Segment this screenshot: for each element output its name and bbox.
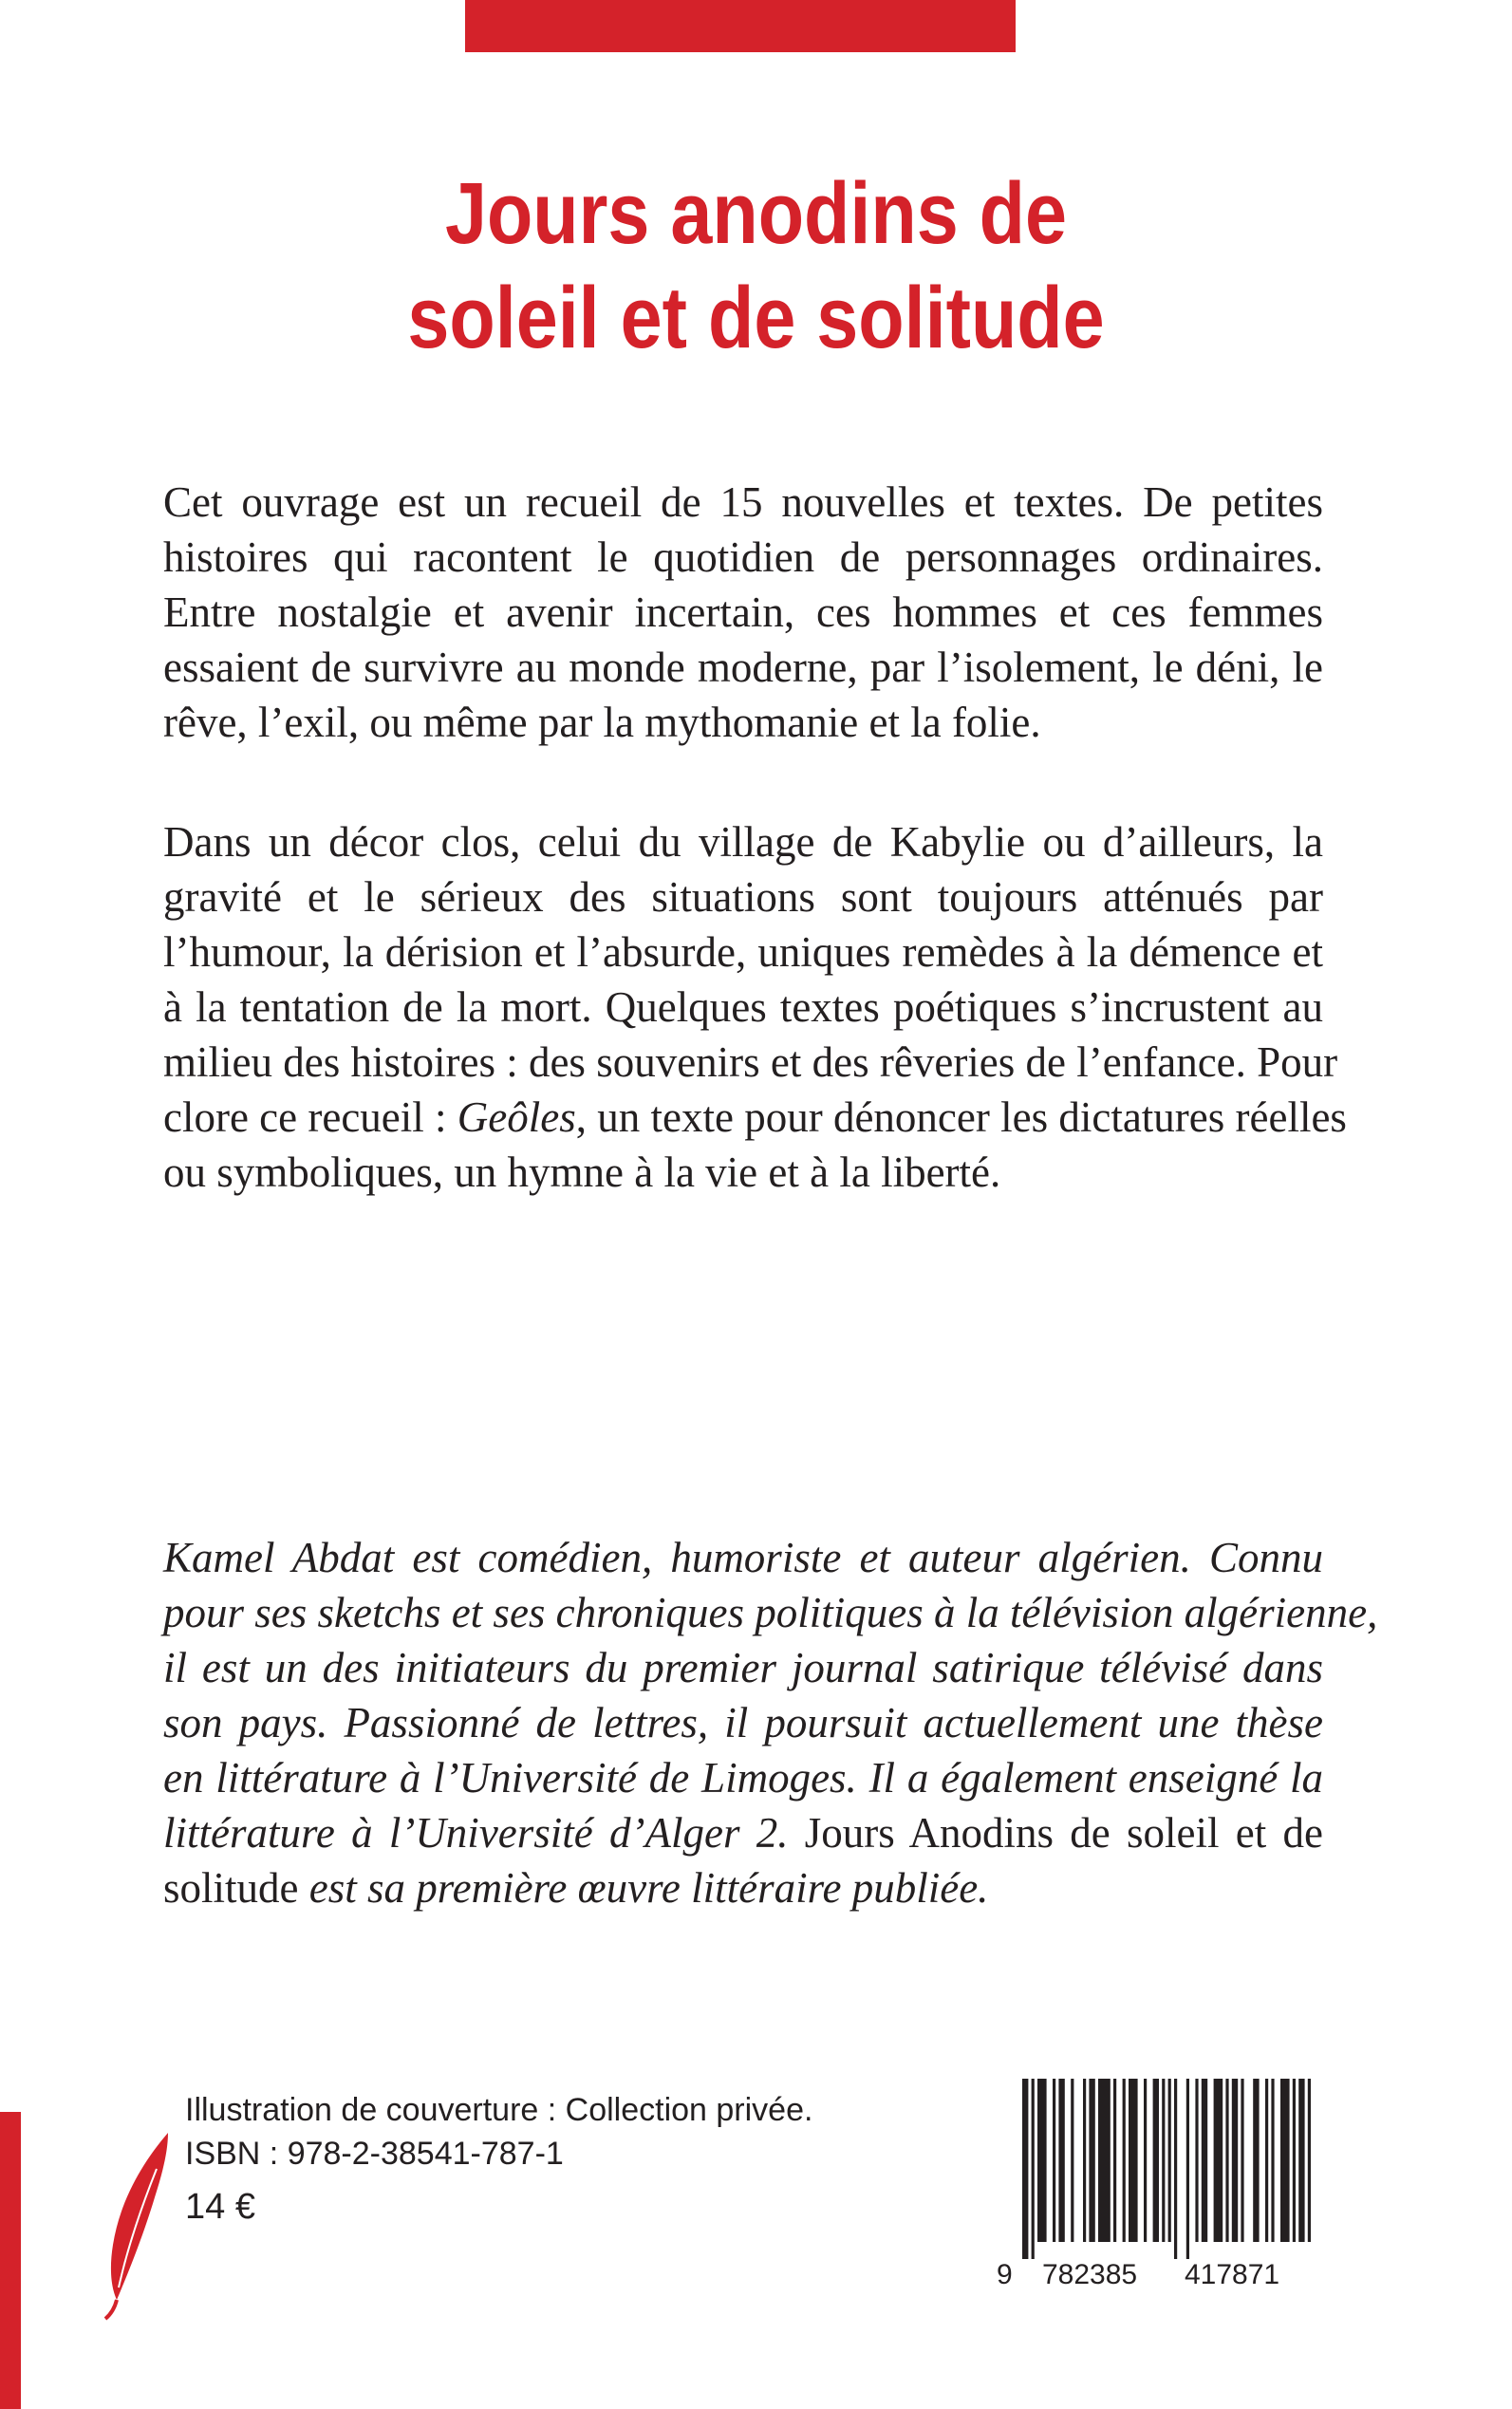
barcode-bar [1214,2079,1223,2242]
barcode-bar [1280,2079,1290,2242]
book-title-geoles: Geôles [457,1093,576,1141]
text-segment: est sa première œuvre littéraire publiée. [308,1864,989,1912]
summary-paragraph-1 [163,475,1323,750]
barcode-bar [1162,2079,1165,2242]
illustration-credit: Illustration de couverture : Collection privée. [185,2092,813,2128]
text-line: rêve, l’exil, ou même par la mythomanie et la folie. [163,699,1041,746]
barcode-bar [1123,2079,1126,2242]
text-line: pour ses sketchs et ses chroniques politiques à la télévision algérienne, [163,1589,1378,1636]
barcode-bar [1098,2079,1111,2242]
text-line: milieu des histoires : des souvenirs et des rêveries de l’enfance. Pour [163,1038,1338,1086]
barcode-bar [1253,2079,1259,2242]
text-line [163,1090,1347,1145]
barcode-bar [1129,2079,1138,2242]
text-line: Entre nostalgie et avenir incertain, ces hommes et ces femmes [163,588,1323,636]
text-line: il est un des initiateurs du premier journal satirique télévisé dans [163,1644,1323,1691]
text-line: son pays. Passionné de lettres, il poursuit actuellement une thèse [163,1699,1323,1746]
text-segment: clore ce recueil : [163,1093,457,1141]
barcode-bar [1083,2079,1086,2242]
barcode-bar [1225,2079,1228,2242]
author-bio [163,1530,1378,1915]
barcode-bar [1174,2079,1177,2259]
barcode-bar [1037,2079,1047,2242]
barcode-bar [1195,2079,1198,2242]
book-title [106,161,1407,370]
barcode-bar [1202,2079,1207,2242]
text-line: l’humour, la dérision et l’absurde, uniques remèdes à la démence et [163,928,1323,976]
text-segment: littérature à l’Université d’Alger 2. [163,1809,805,1857]
red-feather-icon [100,2131,176,2321]
top-red-bar [465,0,1016,52]
text-line: gravité et le sérieux des situations sont toujours atténués par [163,873,1323,921]
text-line [163,1860,1323,1915]
barcode-group-2: 417871 [1185,2259,1280,2290]
text-line: essaient de survivre au monde moderne, par l’isolement, le déni, le [163,644,1323,691]
text-segment: , un texte pour dénoncer les dictatures réelles [575,1093,1347,1141]
barcode-bar [1271,2079,1274,2242]
isbn: ISBN : 978-2-38541-787-1 [185,2136,564,2172]
barcode-digit-first: 9 [997,2259,1013,2290]
barcode-bar [1293,2079,1296,2242]
barcode-bar [1153,2079,1159,2242]
barcode-bar [1265,2079,1268,2242]
text-line: à la tentation de la mort. Quelques textes poétiques s’incrustent au [163,983,1323,1031]
text-line: ou symboliques, un hymne à la vie et à la liberté. [163,1148,1001,1196]
text-line: histoires qui racontent le quotidien de personnages ordinaires. [163,533,1323,581]
barcode-bar [1186,2079,1189,2259]
barcode-group-1: 782385 [1042,2259,1138,2290]
barcode-bar [1089,2079,1094,2242]
price: 14 € [185,2187,255,2227]
barcode-bar [1144,2079,1147,2242]
title-line-1: Jours anodins de [444,165,1068,262]
barcode-bar [1232,2079,1238,2242]
text-line: Kamel Abdat est comédien, humoriste et auteur algérien. Connu [163,1534,1323,1581]
text-line: Cet ouvrage est un recueil de 15 nouvelles et textes. De petites [163,478,1323,526]
text-segment: Jours Anodins de soleil et de [804,1809,1323,1857]
barcode-bar [1053,2079,1055,2242]
barcode-bar [1298,2079,1304,2242]
text-line [163,1805,1323,1860]
summary-paragraph-2 [163,814,1347,1200]
text-line: en littérature à l’Université de Limoges. Il a également enseigné la [163,1754,1323,1802]
barcode-bar [1241,2079,1243,2242]
text-line: Dans un décor clos, celui du village de Kabylie ou d’ailleurs, la [163,818,1323,866]
barcode-bar [1113,2079,1116,2242]
barcode-bar [1308,2079,1311,2242]
barcode [1020,2079,1315,2259]
barcode-bar [1022,2079,1028,2259]
credits-block [185,2088,812,2229]
barcode-bar [1032,2079,1035,2259]
barcode-bar [1071,2079,1073,2242]
barcode-bar [1058,2079,1064,2242]
text-segment: solitude [163,1864,309,1912]
title-line-2: soleil et de solitude [407,270,1105,366]
left-red-bar [0,2112,21,2409]
barcode-bar [1168,2079,1171,2242]
